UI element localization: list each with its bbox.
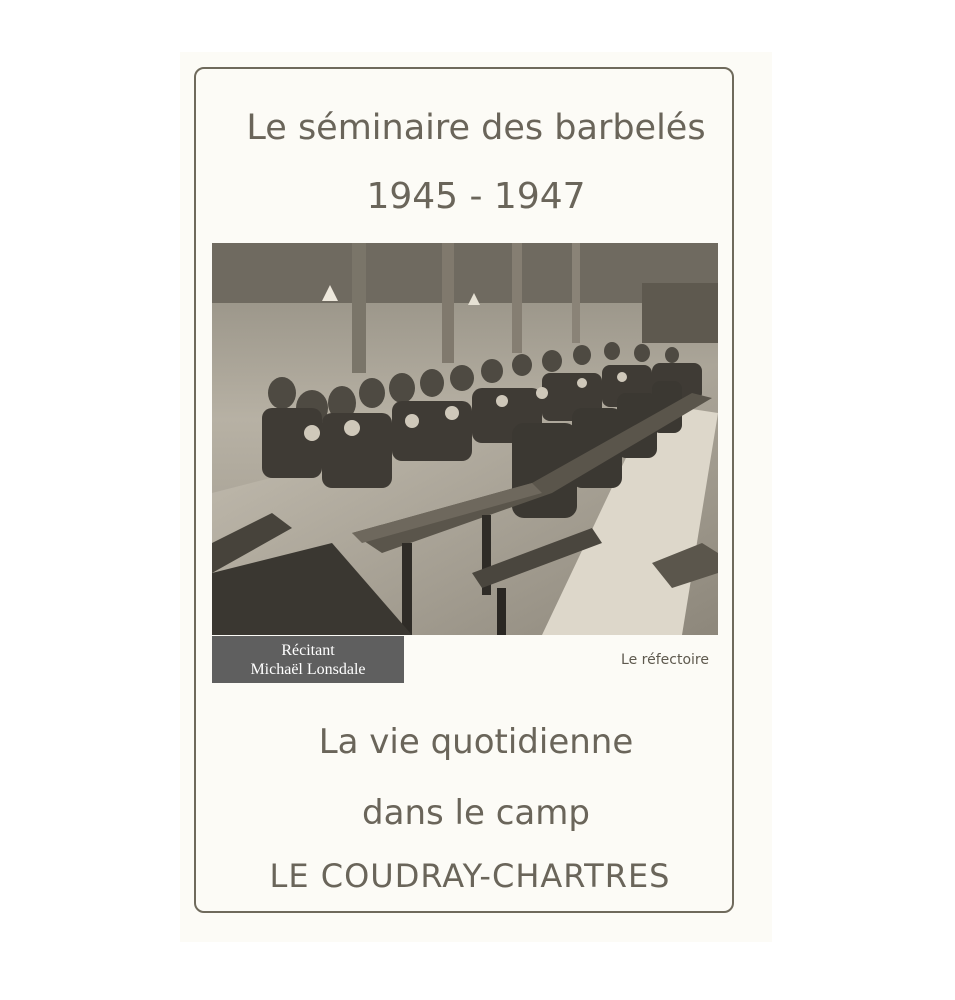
subtitle-line-1: La vie quotidienne — [318, 722, 634, 762]
narrator-label: Récitant — [281, 642, 335, 659]
narrator-credit — [212, 636, 404, 683]
photo-caption: Le réfectoire — [621, 652, 709, 668]
poster-years: 1945 - 1947 — [366, 176, 586, 217]
place-name: LE COUDRAY-CHARTRES — [269, 857, 671, 895]
refectory-photo — [212, 243, 718, 635]
narrator-name: Michaël Lonsdale — [250, 661, 366, 678]
subtitle-line-2: dans le camp — [362, 793, 590, 833]
poster-title: Le séminaire des barbelés — [246, 108, 706, 148]
